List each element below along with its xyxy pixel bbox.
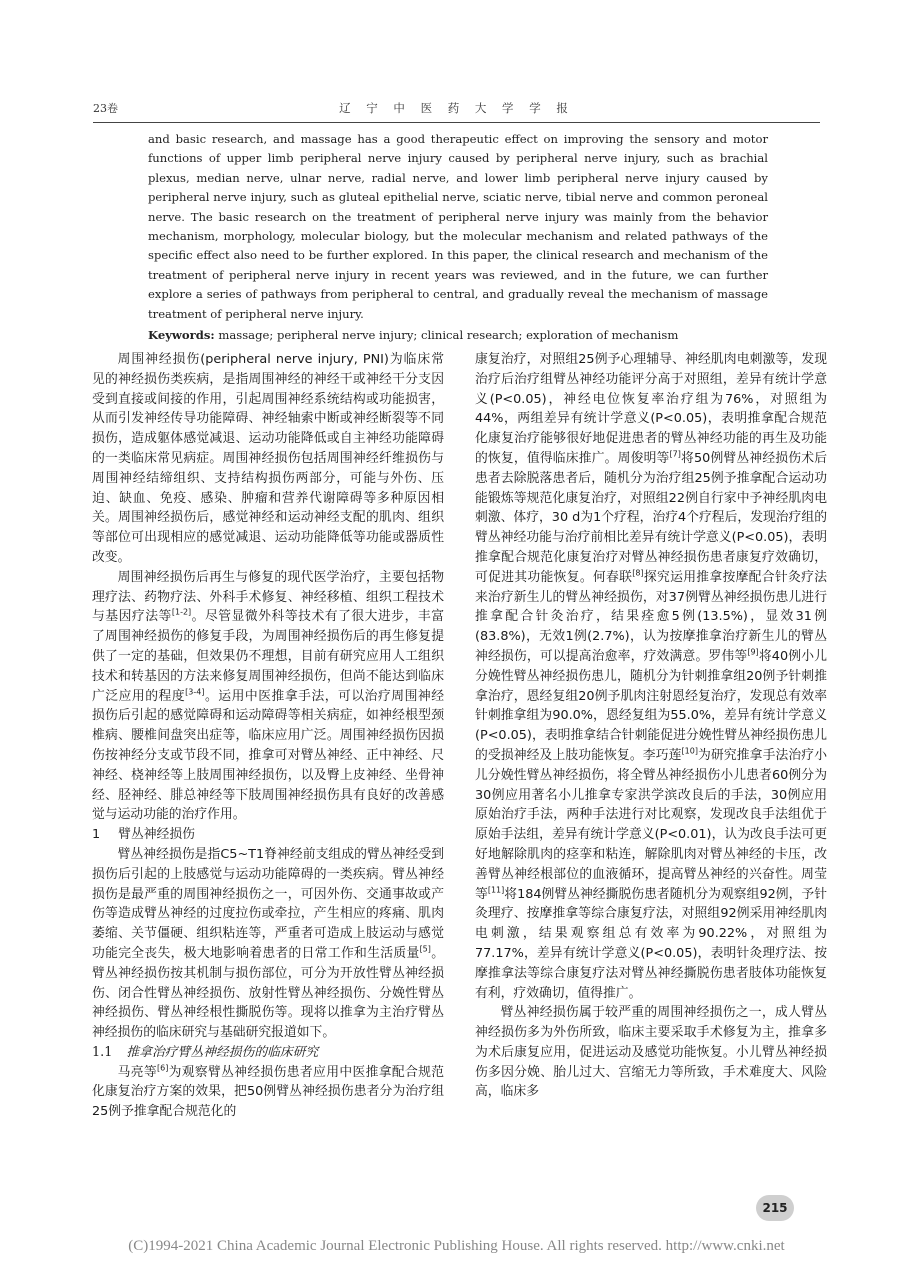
section-number: 1 xyxy=(92,827,101,843)
right-column xyxy=(475,350,827,1102)
subsection-number: 1.1 xyxy=(92,1044,113,1060)
citation: [8] xyxy=(632,568,644,578)
citation: [5] xyxy=(419,944,431,954)
citation: [7] xyxy=(669,449,681,459)
paragraph: 康复治疗，对照组25例予心理辅导、神经肌肉电刺激等，发现治疗后治疗组臂丛神经功能评分高于对照组，差异有统计学意义(P<0.05)，神经电位恢复率治疗组为76%，对照组为44%，两组差异有统计学意义(P<0.05)，表明推拿配合规范化康复治疗能够很好地促进患者的臂丛神经功能的再生及功能的恢复，值得临床推广。周俊明等[7]将50例臂丛神经损伤术后患者去除脱落患者后，随机分为治疗组25例予推拿配合运动功能锻炼等规范化康复治疗，对照组22例自行家中予神经肌肉电刺激、体疗，30 d为1个疗程，治疗4个疗程后，发现治疗组的臂丛神经功能与治疗前相比差异有统计学意义(P<0.05)，表明推拿配合规范化康复治疗对臂丛神经损伤患者康复疗效确切，可促进其功能恢复。何春联[8]探究运用推拿按摩配合针灸疗法来治疗新生儿的臂丛神经损伤，对37例臂丛神经损伤患儿进行推拿配合针灸治疗，结果痊愈5例(13.5%)，显效31例(83.8%)，无效1例(2.7%)，认为按摩推拿治疗新生儿的臂丛神经损伤，可以提高治愈率，疗效满意。罗伟等[9]将40例小儿分娩性臂丛神经损伤患儿，随机分为针刺推拿组20例予针刺推拿治疗，恩经复组20例予肌肉注射恩经复治疗，发现总有效率针刺推拿组为90.0%，恩经复组为55.0%，差异有统计学意义(P<0.05)，表明推拿结合针刺能促进分娩性臂丛神经损伤患儿的受损神经及上肢功能恢复。李巧莲[10]为研究推拿手法治疗小儿分娩性臂丛神经损伤，将全臂丛神经损伤小儿患者60例分为30例应用著名小儿推拿专家洪学滨改良后的手法，30例应用原始治疗手法，两种手法进行对比观察，发现改良手法组优于原始手法组，差异有统计学意义(P<0.01)，认为改良手法可更好地解除肌肉的痉挛和粘连，解除肌肉对臂丛神经的卡压，改善臂丛神经根部位的血液循环，提高臂丛神经的兴奋性。周莹等[11]将184例臂丛神经撕脱伤患者随机分为观察组92例，予针灸理疗、按摩推拿等综合康复疗法，对照组92例采用神经肌肉电刺激，结果观察组总有效率为90.22%，对照组为77.17%，差异有统计学意义(P<0.05)，表明针灸理疗法、按摩推拿法等综合康复疗法对臂丛神经撕脱伤患者肢体功能恢复有利，疗效确切，值得推广。 xyxy=(475,352,828,1001)
volume-label: 23卷 xyxy=(93,102,118,115)
subsection-heading xyxy=(92,1043,444,1063)
citation: [3-4] xyxy=(185,687,205,697)
citation: [10] xyxy=(681,746,698,756)
header-rule xyxy=(93,122,820,123)
keywords-line xyxy=(148,326,768,345)
abstract-text: and basic research, and massage has a good therapeutic effect on improving the sensory and motor functions of upper limb peripheral nerve injury caused by peripheral nerve injury, such as brachial plexus, median nerve, ulnar nerve, radial nerve, and lower limb peripheral nerve injury caused by peripheral nerve injury, such as gluteal epithelial nerve, sciatic nerve, tibial nerve and common peroneal nerve. The basic research on the treatment of peripheral nerve injury was mainly from the behavior mechanism, morphology, molecular biology, but the molecular mechanism and related pathways of the specific effect also need to be further explored. In this paper, the clinical research and mechanism of the treatment of peripheral nerve injury in recent years was reviewed, and in the future, we can further explore a series of pathways from peripheral to central, and gradually reveal the mechanism of massage treatment of peripheral nerve injury. xyxy=(148,132,768,321)
citation: [6] xyxy=(156,1063,169,1073)
subsection-title: 推拿治疗臂丛神经损伤的临床研究 xyxy=(126,1044,319,1060)
section-title: 臂丛神经损伤 xyxy=(118,827,195,843)
keywords-label: Keywords: xyxy=(148,328,215,343)
paragraph: 周围神经损伤(peripheral nerve injury, PNI)为临床常见的神经损伤类疾病，是指周围神经的神经干或神经干分支因受到直接或间接的作用，引起周围神经系统结构或功能损害，从而引发神经传导功能障碍、神经轴索中断或神经断裂等不同损伤，造成躯体感觉减退、运动功能降低或自主神经功能障碍的一类临床常见病症。周围神经损伤包括周围神经纤维损伤与周围神经结缔组织、支持结构损伤两部分，可能与外伤、压迫、缺血、免疫、感染、肿瘤和营养代谢障碍等多种原因相关。周围神经损伤后，感觉神经和运动神经支配的肌肉、组织等部位可出现相应的感觉减退、运动功能降低等功能或器质性改变。 xyxy=(92,352,444,565)
paragraph: 马亮等[6]为观察臂丛神经损伤患者应用中医推拿配合规范化康复治疗方案的效果，把50例臂丛神经损伤患者分为治疗组25例予推拿配合规范化的 xyxy=(92,1063,445,1120)
copyright-footer: (C)1994-2021 China Academic Journal Electronic Publishing House. All rights reserved. http://www.cnki.net xyxy=(128,1238,785,1254)
section-heading xyxy=(92,825,444,845)
citation: [1-2] xyxy=(171,608,192,618)
journal-title: 辽 宁 中 医 药 大 学 学 报 xyxy=(339,101,574,115)
citation: [9] xyxy=(747,647,759,657)
keywords-text: massage; peripheral nerve injury; clinical research; exploration of mechanism xyxy=(214,328,679,343)
paragraph: 周围神经损伤后再生与修复的现代医学治疗，主要包括物理疗法、药物疗法、外科手术修复、神经移植、组织工程技术与基因疗法等[1-2]。尽管显微外科等技术有了很大进步，丰富了周围神经损伤的修复手段，为周围神经损伤后的再生修复提供了一定的基础，但效果仍不理想，目前有研究应用人工组织技术和转基因的方法来修复周围神经损伤，但尚不能达到临床广泛应用的程度[3-4]。运用中医推拿手法，可以治疗周围神经损伤后引起的感觉障碍和运动障碍等相关病症，如神经根型颈椎病、腰椎间盘突出症等，临床应用广泛。周围神经损伤因损伤按神经分支或节段不同，推拿可对臂丛神经、正中神经、尺神经、桡神经等上肢周围神经损伤，以及臀上皮神经、坐骨神经、胫神经、腓总神经等下肢周围神经损伤具有良好的改善感觉与运动功能的治疗作用。 xyxy=(92,569,445,823)
citation: [11] xyxy=(487,885,505,895)
left-column xyxy=(92,350,444,1122)
running-header xyxy=(93,100,820,120)
page-number: 215 xyxy=(756,1195,794,1221)
english-abstract xyxy=(148,130,768,345)
paragraph: 臂丛神经损伤属于较严重的周围神经损伤之一，成人臂丛神经损伤多为外伤所致，临床主要采取手术修复为主，推拿多为术后康复应用，促进运动及感觉功能恢复。小儿臂丛神经损伤多因分娩、胎儿过大、宫缩无力等所致，手术难度大、风险高，临床多 xyxy=(475,1005,827,1100)
paragraph: 臂丛神经损伤是指C5~T1脊神经前支组成的臂丛神经受到损伤后引起的上肢感觉与运动功能障碍的一类疾病。臂丛神经损伤是最严重的周围神经损伤之一，可因外伤、交通事故或产伤等造成臂丛神经的过度拉伤或牵拉，产生相应的疼痛、肌肉萎缩、关节僵硬、组织粘连等，严重者可造成上肢运动与感觉功能完全丧失，极大地影响着患者的日常工作和生活质量[5]。臂丛神经损伤按其机制与损伤部位，可分为开放性臂丛神经损伤、闭合性臂丛神经损伤、放射性臂丛神经损伤、分娩性臂丛神经损伤、臂丛神经根性撕脱伤等。现将以推拿为主治疗臂丛神经损伤的临床研究与基础研究报道如下。 xyxy=(92,846,445,1041)
